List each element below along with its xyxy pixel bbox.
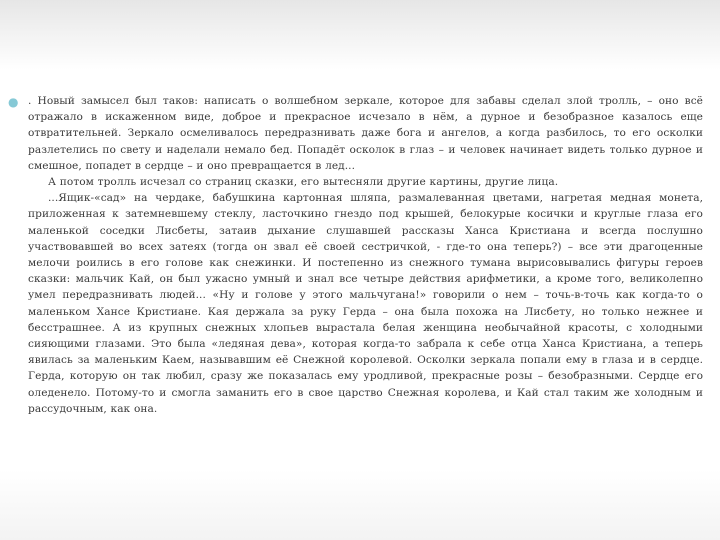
paragraph-mirror: . Новый замысел был таков: написать о волшебном зеркале, которое для забавы сделал злой тролль, – оно всё отражало в искаженном виде, доброе и прекрасное исчезало в нём, а дурное и безобразное казалось еще отвратительней. Зеркало осмеливалось передразнивать даже бога и ангелов, а когда разбилось, то его осколки разлетелись по свету и наделали немало бед. Попадёт осколок в глаз – и человек начинает видеть только дурное и смешное, попадет в сердце – и оно превращается в лед... [28, 95, 703, 172]
bullet-dot-icon: ● [8, 95, 19, 109]
paragraph-troll-disappears: А потом тролль исчезал со страниц сказки, его вытесняли другие картины, другие лица. [48, 176, 559, 189]
paragraph-memories: ...Ящик-«сад» на чердаке, бабушкина картонная шляпа, размалеванная цветами, нагретая медная монета, приложенная к затемневшему стеклу, ласточкино гнездо под крышей, белокурые косички и круглые глаза его маленькой соседки Лисбеты, затаив дыхание слушавшей рассказы Ханса Кристиана и всегда послушно участвовавшей во всех затеях (тогда он звал её своей сестричкой, - где-то она теперь?) – все эти драгоценные мелочи роились в его голове как снежинки. И постепенно из снежного тумана вырисовывались фигуры героев сказки: мальчик Кай, он был ужасно умный и знал все четыре действия арифметики, а кроме того, великолепно умел передразнивать людей... «Ну и голове у этого мальчугана!» говорили о нем – точь-в-точь как когда-то о маленьком Хансе Кристиане. Кая держала за руку Герда – она была похожа на Лисбету, но только нежнее и бесстрашнее. А из крупных снежных хлопьев вырастала белая женщина необычайной красоты, с холодными сияющими глазами. Это была «ледяная дева», которая когда-то забрала к себе отца Ханса Кристиана, а теперь явилась за маленьким Каем, называвшим её Снежной королевой. Осколки зеркала попали ему в глаза и в сердце. Герда, которую он так любил, сразу же показалась ему уродливой, прекрасные розы – безобразными. Сердце его оледенело. Потому-то и смогла заманить его в свое царство Снежная королева, и Кай стал таким же холодным и рассудочным, как она. [28, 192, 703, 415]
slide-body-text [28, 93, 703, 417]
